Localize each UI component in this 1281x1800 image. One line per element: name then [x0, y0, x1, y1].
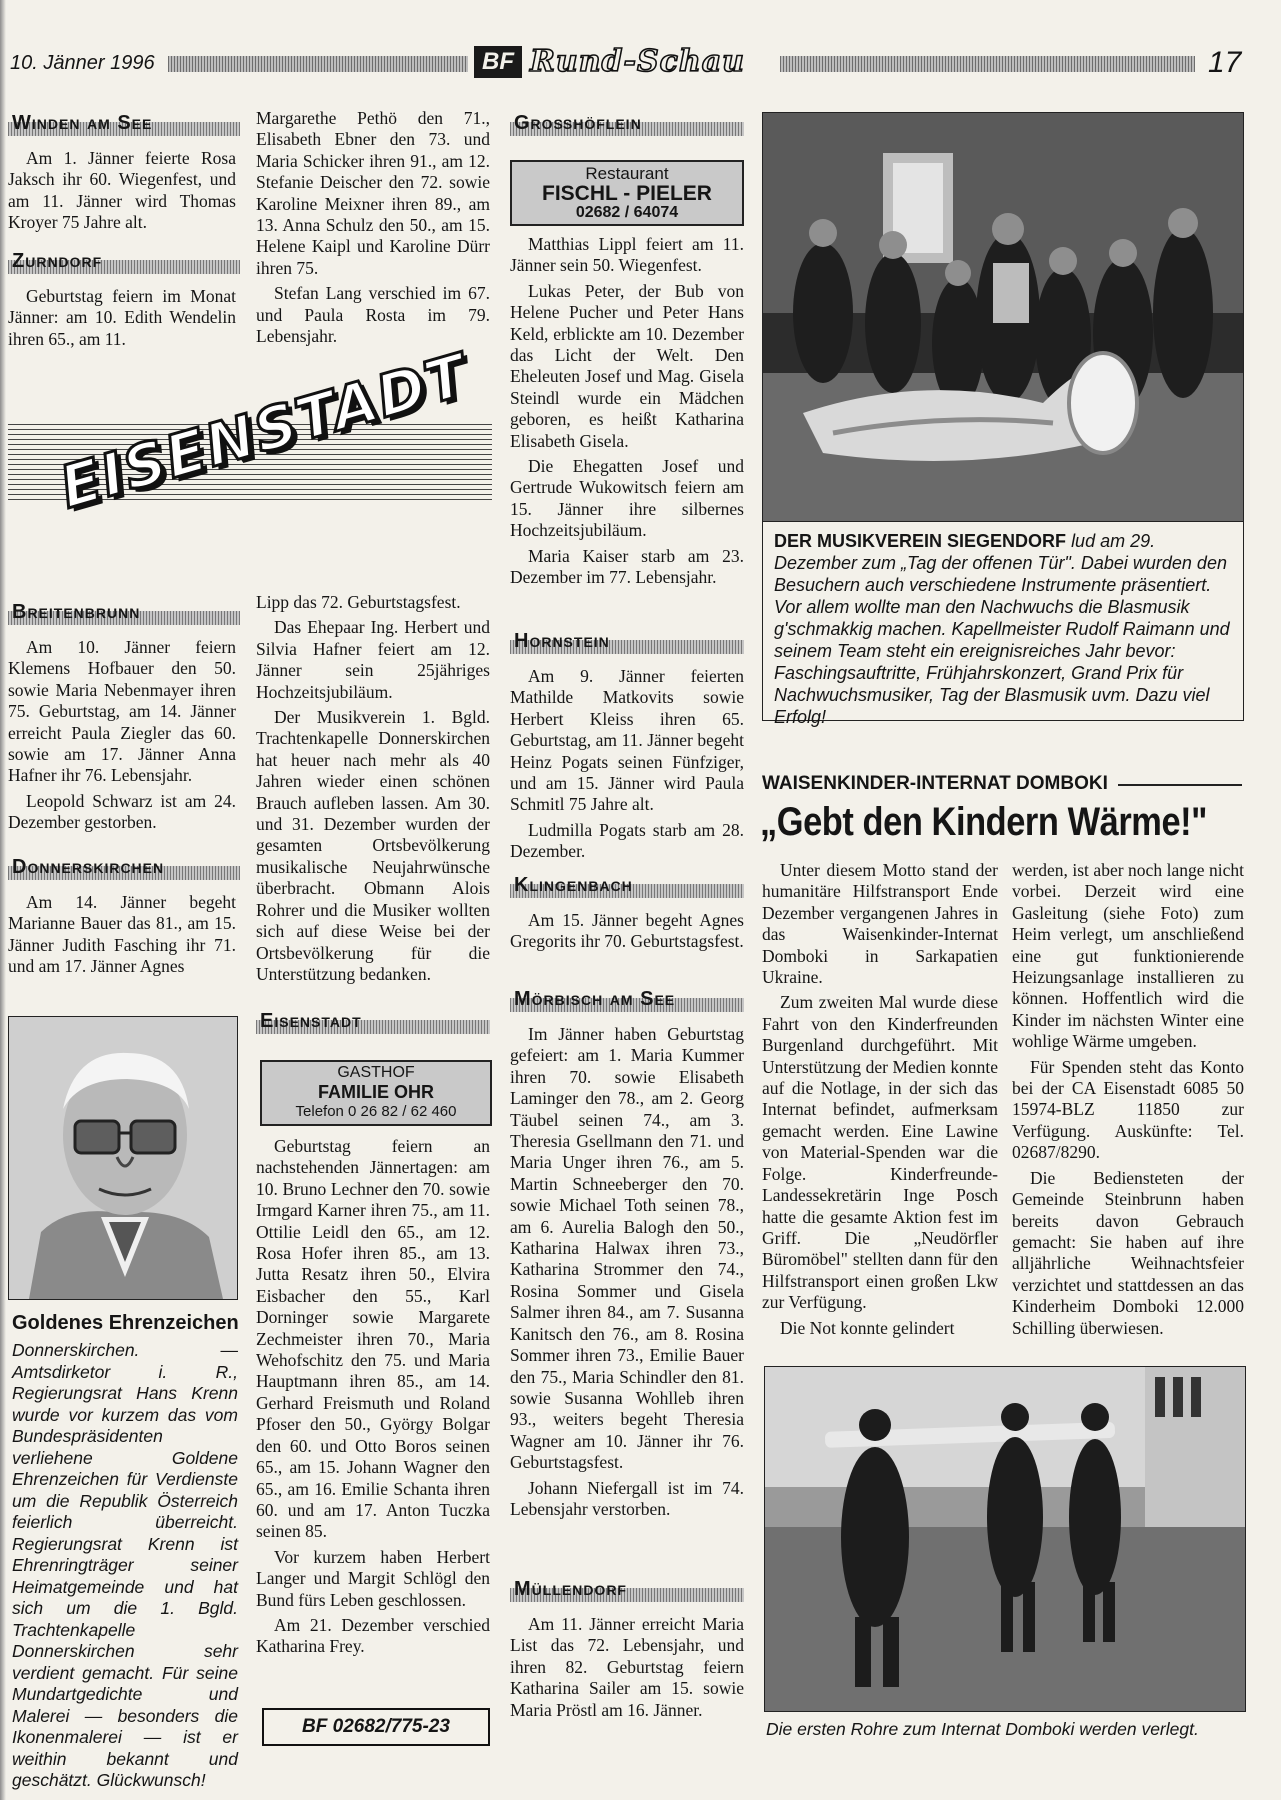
page-edge: [0, 0, 6, 1800]
heading-winden: Winden am See: [8, 114, 240, 138]
musikverein-caption-text: lud am 29. Dezember zum „Tag der offenen Tür". Dabei wurden den Besuchern auch verschiedene Instrumente präsentiert. Vor allem wollte man den Nachwuchs die Blasmusik g'schmakkig machen. Kapellmeister Rudolf Raimann und seinem Team steht ein ereignisreiches Jahr bevor: Faschingsauftritte, Frühjahrskonzert, Grand Prix für Nachwuchsmusiker, Tag der Blasmusik uvm. Dazu viel Erfolg!: [774, 531, 1230, 727]
ad-restaurant-fischl: [510, 160, 744, 226]
col1-zurndorf-text: Geburtstag feiern im Monat Jänner: am 10. Edith Wendelin ihren 65., am 11.: [8, 286, 236, 349]
page-header: [0, 44, 1281, 84]
ad-gasthof-l2: FAMILIE OHR: [318, 1082, 434, 1102]
heading-zurndorf: Zurndorf: [8, 252, 240, 276]
issue-date: 10. Jänner 1996: [10, 52, 155, 74]
header-rule-right: [780, 56, 1195, 72]
header-rule-left: [168, 56, 468, 72]
heading-eisenstadt: Eisenstadt: [256, 1012, 490, 1036]
col3-muellendorf-text: Am 11. Jänner erreicht Maria List das 72. Lebensjahr, und ihren 82. Geburtstag feiern Katharina Sailer am 15. sowie Maria Pröstl am 16. Jänner.: [510, 1614, 744, 1720]
heading-breitenbrunn: Breitenbrunn: [8, 603, 240, 627]
musikverein-photo: [762, 112, 1244, 522]
page-number: 17: [1208, 46, 1242, 79]
goldenes-ehrenzeichen-text: Donnerskirchen. — Amtsdirketor i. R., Regierungsrat Hans Krenn wurde vor kurzem das vom Bundespräsidenten verliehene Goldene Ehrenzeichen für Verdienste um die Republik Österreich feierlich überreicht. Regierungsrat Krenn ist Ehrenringträger seiner Heimatgemeinde und hat sich um die 1. Bgld. Trachtenkapelle Donnerskirchen sehr verdient gemacht. Für seine Mundartgedichte und Malerei — besonders die Ikonenmalerei — ist er weithin bekannt und geschätzt. Glückwunsch!: [12, 1340, 238, 1790]
portrait-illustration: [9, 1017, 237, 1299]
col2-mid-text: Lipp das 72. Geburtstagsfest. Das Ehepaar Ing. Herbert und Silvia Hafner feiert am 12. Jänner sein 25jähriges Hochzeitsjubiläum. Der Musikverein 1. Bgld. Trachtenkapelle Donnerskirchen hat heuer nach mehr als 40 Jahren wieder einen schönen Brauch aufleben lassen. Am 30. und 31. Dezember wurden der gesamten Ortsbevölkerung musikalische Neujahrwünsche überbracht. Obmann Alois Rohrer und die Musiker wollten sich auf diese Weise bei der Ortsbevölkerung für die Unterstützung bedanken.: [256, 592, 490, 984]
col2-eisenstadt-text: Geburtstag feiern an nachstehenden Jännertagen: am 10. Bruno Lechner den 70. sowie Irmgard Karner ihren 75., am 11. Ottilie Leidl den 65., am 12. Rosa Hofer ihren 85., am 13. Jutta Resatz ihren 50., Elvira Eisbacher den 55., Karl Dorninger sowie Margarete Zechmeister ihren 70., Maria Wehofschitz den 75. und Maria Hauptmann ihren 85., am 14. Gerhard Freismuth und Roland Pfoser den 50., György Bolgar den 60. und Otto Boros seinen 65., am 15. Johann Wagner den 65., am 16. Emilie Schanta ihren 60. und am 17. Anton Tuczka seinen 85. Vor kurzem haben Herbert Langer und Margit Schlögl den Bund fürs Leben geschlossen. Am 21. Dezember verschied Katharina Frey.: [256, 1136, 490, 1657]
portrait-photo: [8, 1016, 238, 1300]
col3-moerbisch-text: Im Jänner haben Geburtstag gefeiert: am 1. Maria Kummer ihren 70. sowie Elisabeth Laminger den 78., am 2. Georg Täubel seinen 74., am 3. Theresia Gsellmann den 71. und Maria Unger ihren 76., am 5. Martin Schneeberger den 70. sowie Michael Toth seinen 78., am 6. Aurelia Balogh den 50., Katharina Halwax ihren 73., Katharina Strommer den 74., Rosina Sommer und Gisela Salmer ihren 84., am 7. Susanna Kanitsch den 76., am 8. Rosina Sommer ihren 73., Emilie Bauer den 75., Maria Schindler den 81. sowie Susanna Wohlleb ihren 93., weiters begeht Theresia Wagner am 10. Jänner ihr 76. Geburtstagsfest. Johann Niefergall ist im 74. Lebensjahr verstorben.: [510, 1024, 744, 1519]
article-text-left: Unter diesem Motto stand der humanitäre Hilfstransport Ende Dezember vergangenen Jahres in das Waisenkinder-Internat Domboki in Sarkapatien Ukraine. Zum zweiten Mal wurde diese Fahrt von den Kinderfreunden Burgenland durchgeführt. Mit Unterstützung der Medien konnte auf die Notlage, in der sich das Internat befindet, aufmerksam gemacht werden. Eine Lawine von Material-Spenden war die Folge. Kinderfreunde-Landessekretärin Inge Posch hatte die gesamte Aktion fest im Griff. Die „Neudörfler Büromöbel" stellten dann für den Hilfstransport einen großen Lkw zur Verfügung. Die Not konnte gelindert: [762, 860, 998, 1338]
heading-muellendorf: Müllendorf: [510, 1580, 744, 1604]
article-headline: „Gebt den Kindern Wärme!": [760, 800, 1208, 844]
heading-moerbisch: Mörbisch am See: [510, 990, 744, 1014]
heading-donnerskirchen: Donnerskirchen: [8, 858, 240, 882]
musikverein-illustration: [763, 113, 1243, 521]
heading-grosshoeflein: Großhöflein: [510, 114, 744, 138]
kicker-rule: [1118, 784, 1242, 786]
musikverein-caption-bold: DER MUSIKVEREIN SIEGENDORF: [774, 531, 1067, 551]
col1-winden-text: Am 1. Jänner feierte Rosa Jaksch ihr 60. Wiegenfest, und am 11. Jänner wird Thomas Kroyer 75 Jahre alt.: [8, 148, 236, 233]
banner-eisenstadt: EISENSTADT: [52, 340, 476, 522]
ad-gasthof-l1: GASTHOF: [337, 1064, 415, 1081]
heading-klingenbach: Klingenbach: [510, 876, 744, 900]
col1-breitenbrunn-text: Am 10. Jänner feiern Klemens Hofbauer den 50. sowie Maria Nebenmayer ihren 75. Geburtstag, am 14. Jänner erreicht Paula Ziegler das 60. sowie am 17. Jänner Anna Hafner ihr 76. Lebensjahr. Leopold Schwarz ist am 24. Dezember gestorben.: [8, 637, 236, 833]
col3-hornstein-text: Am 9. Jänner feierten Mathilde Matkovits sowie Herbert Kleiss ihren 65. Geburtstag, am 11. Jänner begeht Heinz Pogats seinen Fünfziger, und am 15. Jänner wird Paula Schmitl 75 Jahre alt. Ludmilla Pogats starb am 28. Dezember.: [510, 666, 744, 862]
goldenes-ehrenzeichen-title: Goldenes Ehrenzeichen: [12, 1312, 239, 1334]
bf-phone-box: BF 02682/775-23: [262, 1708, 490, 1746]
pipes-caption: Die ersten Rohre zum Internat Domboki werden verlegt.: [766, 1719, 1199, 1739]
ad-restaurant-l3: 02682 / 64074: [575, 204, 679, 221]
article-text-right: werden, ist aber noch lange nicht vorbei. Derzeit wird eine Gasleitung (siehe Foto) zum Heim verlegt, um anschließend eine gut funktionierende Heizungsanlage installieren zu können. Hoffentlich wird die Kinder im nächsten Winter eine wohlige Wärme umgeben. Für Spenden steht das Konto bei der CA Eisenstadt 6085 50 15974-BLZ 11850 zur Verfügung. Auskünfte: Tel. 02687/8290. Die Bediensteten der Gemeinde Steinbrunn haben bereits davon Gebrauch gemacht: Sie haben auf ihre alljährliche Weihnachtsfeier verzichtet und stattdessen an das Kinderheim Domboki 12.000 Schilling überwiesen.: [1012, 860, 1244, 1338]
col3-klingenbach-text: Am 15. Jänner begeht Agnes Gregorits ihr 70. Geburtstagsfest.: [510, 910, 744, 952]
logo-title: Rund-Schau: [530, 44, 745, 79]
musikverein-caption: [774, 530, 1234, 728]
col2-top-text: Margarethe Pethö den 71., Elisabeth Ebner den 73. und Maria Schicker ihren 91., am 12. Stefanie Deischer den 72. sowie Karoline Meixner ihren 89., am 13. Anna Schulz den 50., am 15. Helene Kaipl und Karoline Dürr ihren 75. Stefan Lang verschied im 67. und Paula Rosta im 79. Lebensjahr.: [256, 108, 490, 347]
logo-bf: BF: [474, 46, 522, 78]
ad-gasthof-ohr: [260, 1060, 492, 1126]
ad-gasthof-l3: Telefon 0 26 82 / 62 460: [295, 1103, 457, 1120]
ad-restaurant-l2: FISCHL - PIELER: [542, 182, 712, 205]
article-kicker: WAISENKINDER-INTERNAT DOMBOKI: [762, 773, 1108, 794]
col1-donnerskirchen-text: Am 14. Jänner begeht Marianne Bauer das 81., am 15. Jänner Judith Fasching ihr 71. und am 17. Jänner Agnes: [8, 892, 236, 977]
ad-restaurant-l1: Restaurant: [585, 164, 669, 183]
pipes-photo: [764, 1366, 1246, 1712]
heading-hornstein: Hornstein: [510, 632, 744, 656]
col3-grosshoeflein-text: Matthias Lippl feiert am 11. Jänner sein 50. Wiegenfest. Lukas Peter, der Bub von Helene Pucher und Peter Hans Keld, erblickte am 10. Dezember das Licht der Welt. Den Eheleuten Josef und Mag. Gisela Steindl wurde ein Mädchen geboren, es heißt Katharina Elisabeth Gisela. Die Ehegatten Josef und Gertrude Wukowitsch feiern am 15. Jänner ihre silbernes Hochzeitsjubiläum. Maria Kaiser starb am 23. Dezember im 77. Lebensjahr.: [510, 234, 744, 588]
pipes-illustration: [765, 1367, 1245, 1711]
